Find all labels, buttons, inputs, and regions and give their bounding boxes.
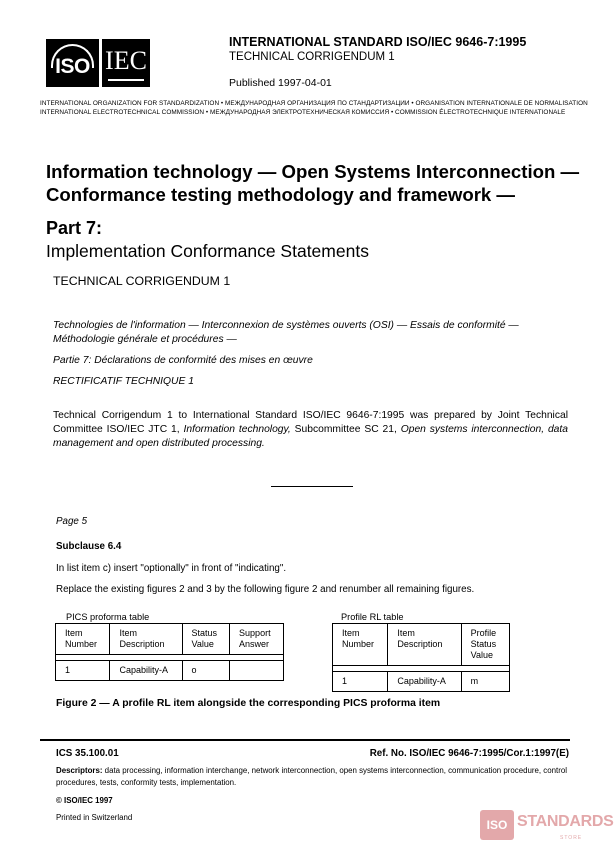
part-title: Implementation Conformance Statements xyxy=(46,241,369,261)
corrigendum-label: TECHNICAL CORRIGENDUM 1 xyxy=(229,51,395,63)
table-header-cell: Status Value xyxy=(182,624,230,655)
footer-rule xyxy=(40,739,570,741)
part-number: Part 7: xyxy=(46,218,103,238)
french-part-title: Partie 7: Déclarations de conformité des mises en œuvre xyxy=(53,355,313,366)
table-cell: Capability-A xyxy=(110,661,182,681)
section-divider xyxy=(271,486,353,487)
instruction-1: In list item c) insert "optionally" in front of "indicating". xyxy=(56,563,287,574)
pics-table-caption: PICS proforma table xyxy=(66,612,150,622)
table-cell: 1 xyxy=(333,672,388,692)
technical-corrigendum-heading: TECHNICAL CORRIGENDUM 1 xyxy=(53,274,231,288)
printed-location: Printed in Switzerland xyxy=(56,813,133,822)
watermark-iso-logo: ISO xyxy=(480,810,514,840)
reference-number: Ref. No. ISO/IEC 9646-7:1995/Cor.1:1997(E) xyxy=(369,748,569,759)
copyright: © ISO/IEC 1997 xyxy=(56,796,113,805)
table-cell: Capability-A xyxy=(388,672,461,692)
title-line-2: Conformance testing methodology and framework — xyxy=(46,184,516,205)
table-cell xyxy=(230,661,284,681)
table-cell: o xyxy=(182,661,230,681)
table-header-row xyxy=(56,624,284,655)
table-header-row xyxy=(333,624,510,666)
table-row xyxy=(333,672,510,692)
figure-caption: Figure 2 — A profile RL item alongside the corresponding PICS proforma item xyxy=(56,698,441,709)
page-reference: Page 5 xyxy=(56,516,88,527)
french-title: Technologies de l'information — Interconnexion de systèmes ouverts (OSI) — Essais de conformité — Méthodologie générale et procédures — xyxy=(53,320,519,345)
watermark-subtext: STORE xyxy=(560,835,583,841)
french-rectificatif: RECTIFICATIF TECHNIQUE 1 xyxy=(53,376,194,387)
published-date: Published 1997-04-01 xyxy=(229,77,332,89)
iso-standards-store-watermark xyxy=(480,808,614,846)
preparation-paragraph: Technical Corrigendum 1 to International Standard ISO/IEC 9646-7:1995 was prepared by Joint Technical Committee ISO/IEC JTC 1, Information technology, Subcommittee SC 21, Open systems interconnection, data management and open distributed processing. xyxy=(53,410,568,450)
organization-line-1: INTERNATIONAL ORGANIZATION FOR STANDARDIZATION • МЕЖДУНАРОДНАЯ ОРГАНИЗАЦИЯ ПО СТАНДАРТИЗАЦИИ • ORGANISATION INTERNATIONALE DE NORMALISATION xyxy=(40,100,588,107)
watermark-text: STANDARDS xyxy=(517,813,614,830)
table-cell: 1 xyxy=(56,661,110,681)
title-line-1: Information technology — Open Systems Interconnection — xyxy=(46,161,580,182)
table-cell: m xyxy=(461,672,509,692)
table-header-cell: Support Answer xyxy=(230,624,284,655)
organization-line-2: INTERNATIONAL ELECTROTECHNICAL COMMISSION • МЕЖДУНАРОДНАЯ ЭЛЕКТРОТЕХНИЧЕСКАЯ КОМИССИЯ • COMMISSION ÉLECTROTECHNIQUE INTERNATIONALE xyxy=(40,109,566,116)
pics-proforma-table xyxy=(55,623,284,681)
iec-logo: IEC xyxy=(102,39,150,87)
table-header-cell: Item Description xyxy=(388,624,461,666)
ics-code: ICS 35.100.01 xyxy=(56,748,119,759)
instruction-2: Replace the existing figures 2 and 3 by the following figure 2 and renumber all remaining figures. xyxy=(56,584,475,595)
rl-table-caption: Profile RL table xyxy=(341,612,404,622)
iso-iec-logo xyxy=(46,39,156,87)
iso-logo: ISO xyxy=(46,39,99,87)
table-header-cell: Item Number xyxy=(333,624,388,666)
profile-rl-table xyxy=(332,623,510,692)
table-row xyxy=(56,661,284,681)
table-header-cell: Item Description xyxy=(110,624,182,655)
table-header-cell: Profile Status Value xyxy=(461,624,509,666)
document-title xyxy=(46,160,579,206)
descriptors: Descriptors: data processing, information interchange, network interconnection, open systems interconnection, communication procedure, control procedures, tests, conformity tests, implementation. xyxy=(56,766,567,787)
subclause-heading: Subclause 6.4 xyxy=(56,541,122,552)
table-header-cell: Item Number xyxy=(56,624,110,655)
standard-number: INTERNATIONAL STANDARD ISO/IEC 9646-7:1995 xyxy=(229,35,527,49)
